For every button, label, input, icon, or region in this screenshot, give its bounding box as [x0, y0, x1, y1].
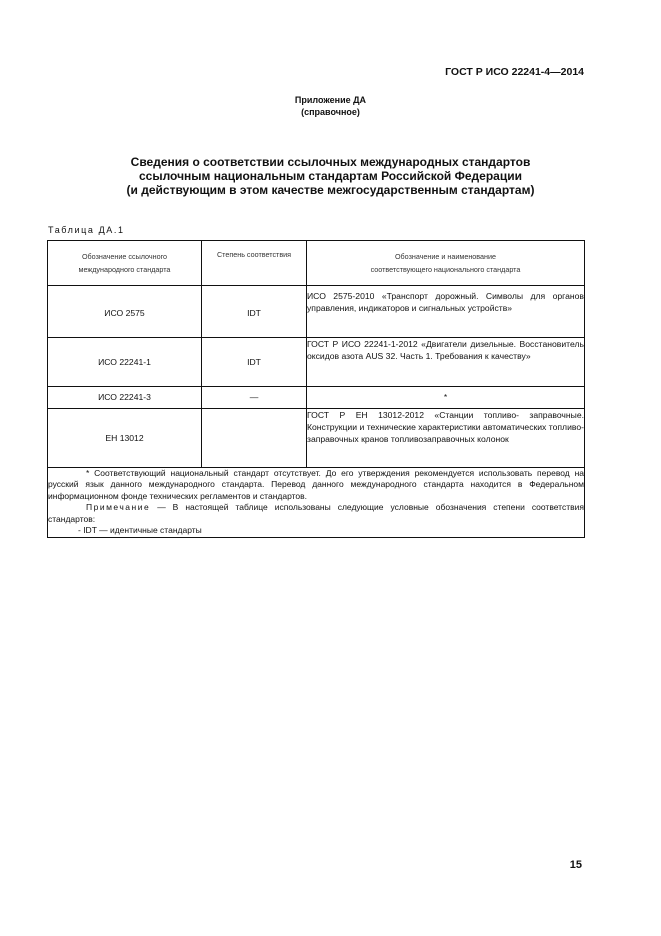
header-text: Обозначение ссылочного — [81, 252, 168, 261]
table-footnote-row — [48, 467, 585, 537]
annex-heading — [0, 94, 661, 118]
cell-national: ГОСТ Р ЕН 13012-2012 «Станции топливо- заправочные. Конструкции и технические характеристики автоматических топливо- заправочных кранов топливозаправочных колонок — [307, 408, 585, 467]
table-row — [48, 337, 585, 386]
header-text: Обозначение и наименование — [394, 252, 497, 261]
cell-degree: IDT — [202, 290, 307, 337]
annex-subtitle: (справочное) — [301, 107, 360, 117]
section-title-line: (и действующим в этом качестве межгосударственным стандартам) — [126, 183, 535, 197]
table-header-row — [48, 241, 585, 286]
note-paragraph — [48, 502, 584, 525]
section-title-line: Сведения о соответствии ссылочных международных стандартов — [130, 155, 531, 169]
standards-table — [47, 240, 585, 538]
document-code: ГОСТ Р ИСО 22241-4—2014 — [445, 66, 584, 78]
header-national-standard — [307, 241, 585, 286]
header-text: соответствующего национального стандарта — [370, 265, 521, 274]
table-row — [48, 290, 585, 337]
annex-title: Приложение ДА — [294, 95, 367, 105]
header-text: международного стандарта — [78, 265, 171, 274]
cell-international: ЕН 13012 — [48, 408, 202, 467]
header-degree — [202, 241, 307, 286]
cell-national: ГОСТ Р ИСО 22241-1-2012 «Двигатели дизельные. Восстановитель оксидов азота AUS 32. Часть 1. Требования к качеству» — [307, 337, 585, 386]
header-international-standard — [48, 241, 202, 286]
header-text: Степень соответствия — [216, 250, 292, 259]
note-item: - IDT — идентичные стандарты — [78, 525, 202, 535]
table-row — [48, 386, 585, 408]
cell-international: ИСО 22241-1 — [48, 337, 202, 386]
note-label: Примечание — [86, 502, 151, 512]
note-text: — В настоящей таблице использованы следующие условные обозначения степени соответствия стандартов: — [48, 502, 584, 524]
cell-international: ИСО 22241-3 — [48, 386, 202, 408]
page-number: 15 — [569, 859, 582, 871]
cell-national: * — [307, 386, 585, 408]
cell-degree: IDT — [202, 337, 307, 386]
footnote-text: * Соответствующий национальный стандарт отсутствует. До его утверждения рекомендуется использовать перевод на русский язык данного международного стандарта. Перевод данного международного стандарта находится в Федеральном информационном фонде технических регламентов и стандартов. — [48, 467, 584, 501]
table-footnote — [48, 467, 585, 537]
table-caption: Таблица ДА.1 — [48, 225, 125, 235]
cell-degree: — — [202, 386, 307, 408]
section-title — [40, 155, 621, 197]
section-title-line: ссылочным национальным стандартам Российской Федерации — [139, 169, 522, 183]
cell-international: ИСО 2575 — [48, 290, 202, 337]
cell-national: ИСО 2575-2010 «Транспорт дорожный. Символы для органов управления, индикаторов и сигнальных устройств» — [307, 290, 585, 337]
cell-degree — [202, 408, 307, 467]
table-row — [48, 408, 585, 467]
